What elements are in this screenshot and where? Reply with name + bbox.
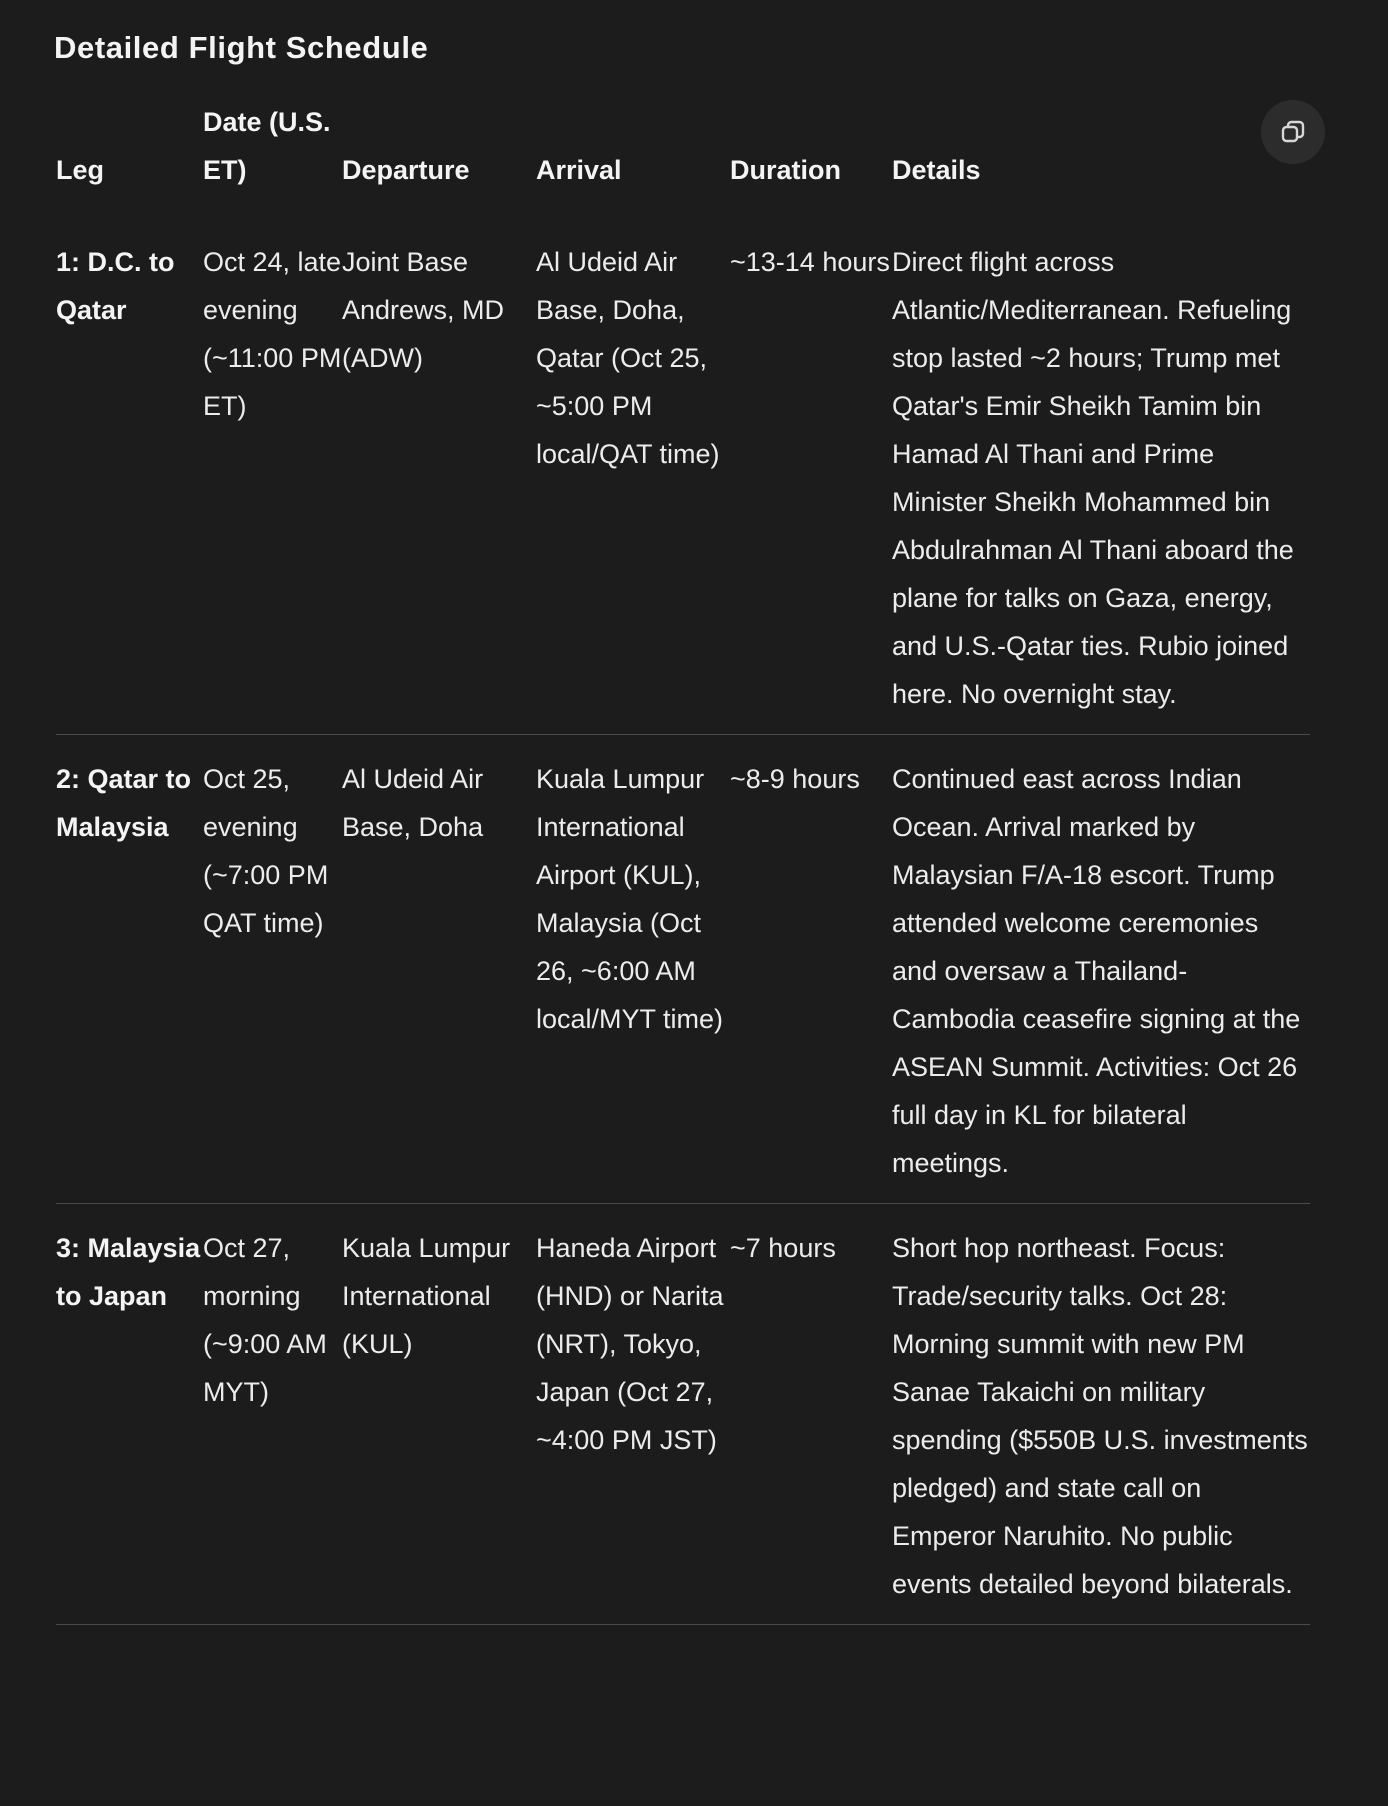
cell-departure: Joint Base Andrews, MD (ADW)	[342, 247, 505, 373]
cell-details: Continued east across Indian Ocean. Arrival marked by Malaysian F/A-18 escort. Trump attended welcome ceremonies and oversaw a Thailand-Cambodia ceasefire signing at the ASEAN Summit. Activities: Oct 26 full day in KL for bilateral meetings.	[892, 764, 1301, 1178]
cell-duration: ~7 hours	[730, 1233, 836, 1263]
flight-schedule-table	[56, 98, 1310, 1625]
cell-duration: ~8-9 hours	[730, 764, 860, 794]
cell-details: Direct flight across Atlantic/Mediterranean. Refueling stop lasted ~2 hours; Trump met Qatar's Emir Sheikh Tamim bin Hamad Al Thani and Prime Minister Sheikh Mohammed bin Abdulrahman Al Thani aboard the plane for talks on Gaza, energy, and U.S.-Qatar ties. Rubio joined here. No overnight stay.	[892, 247, 1294, 709]
table-row	[56, 1204, 1310, 1625]
cell-leg: 1: D.C. to Qatar	[56, 247, 175, 325]
table-row	[56, 218, 1310, 735]
cell-date: Oct 25, evening (~7:00 PM QAT time)	[203, 764, 329, 938]
cell-departure: Al Udeid Air Base, Doha	[342, 764, 484, 842]
column-header-duration: Duration	[730, 155, 841, 185]
cell-date: Oct 27, morning (~9:00 AM MYT)	[203, 1233, 327, 1407]
cell-leg: 2: Qatar to Malaysia	[56, 764, 192, 842]
cell-arrival: Kuala Lumpur International Airport (KUL), Malaysia (Oct 26, ~6:00 AM local/MYT time)	[536, 764, 724, 1034]
cell-details: Short hop northeast. Focus: Trade/security talks. Oct 28: Morning summit with new PM Sanae Takaichi on military spending ($550B U.S. investments pledged) and state call on Emperor Naruhito. No public events detailed beyond bilaterals.	[892, 1233, 1308, 1599]
column-header-date: Date (U.S. ET)	[203, 107, 331, 185]
table-header-row	[56, 98, 1310, 218]
cell-arrival: Al Udeid Air Base, Doha, Qatar (Oct 25, ~5:00 PM local/QAT time)	[536, 247, 720, 469]
section-title: Detailed Flight Schedule	[54, 30, 429, 65]
cell-arrival: Haneda Airport (HND) or Narita (NRT), Tokyo, Japan (Oct 27, ~4:00 PM JST)	[536, 1233, 724, 1455]
column-header-arrival: Arrival	[536, 155, 622, 185]
column-header-leg: Leg	[56, 155, 105, 185]
column-header-departure: Departure	[342, 155, 470, 185]
cell-date: Oct 24, late evening (~11:00 PM ET)	[203, 247, 342, 421]
column-header-details: Details	[892, 155, 981, 185]
cell-leg: 3: Malaysia to Japan	[56, 1233, 201, 1311]
flight-schedule-table-container	[56, 98, 1310, 1625]
table-row	[56, 735, 1310, 1204]
cell-departure: Kuala Lumpur International (KUL)	[342, 1233, 511, 1359]
cell-duration: ~13-14 hours	[730, 247, 890, 277]
